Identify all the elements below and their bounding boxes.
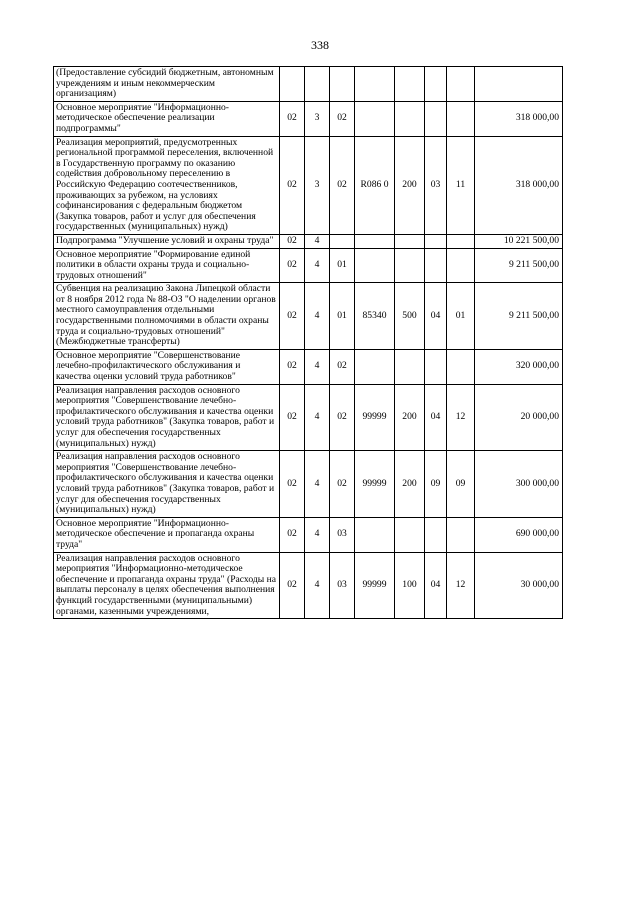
row-amount: 9 211 500,00 [475, 248, 563, 283]
row-description: Реализация мероприятий, предусмотренных региональной программой переселения, включенной в Государственную программу по оказанию содействия добровольному переселению в Российскую Федерацию соотечественников, проживающих за рубежом, на условиях софинансирования с федеральным бюджетом (Закупка товаров, работ и услуг для обеспечения государственных (муниципальных) нужд) [54, 136, 280, 234]
row-expense-type: 100 [395, 552, 425, 619]
row-program-code: 02 [280, 517, 305, 552]
row-direction-code [355, 248, 395, 283]
row-section [425, 67, 447, 102]
row-amount: 9 211 500,00 [475, 283, 563, 350]
row-subsection [447, 517, 475, 552]
row-subprogram-code [305, 67, 330, 102]
row-description: Реализация направления расходов основного мероприятия "Совершенствование лечебно-профилактического обслуживания и качества оценки условий труда работников" (Закупка товаров, работ и услуг для обеспечения государственных (муниципальных) нужд) [54, 451, 280, 518]
row-expense-type [395, 234, 425, 248]
row-section: 09 [425, 451, 447, 518]
row-direction-code [355, 234, 395, 248]
row-subprogram-code: 4 [305, 552, 330, 619]
row-amount: 20 000,00 [475, 384, 563, 451]
row-activity-code: 01 [330, 283, 355, 350]
row-subsection: 11 [447, 136, 475, 234]
row-subprogram-code: 4 [305, 234, 330, 248]
row-description: Реализация направления расходов основного мероприятия "Информационно-методическое обеспечение и пропаганда охраны труда" (Расходы на выплаты персоналу в целях обеспечения выполнения функций государственными (муниципальными) органами, казенными учреждениями, [54, 552, 280, 619]
row-subsection [447, 248, 475, 283]
row-direction-code: 99999 [355, 552, 395, 619]
row-activity-code: 02 [330, 384, 355, 451]
row-program-code: 02 [280, 451, 305, 518]
row-activity-code: 02 [330, 136, 355, 234]
row-amount: 10 221 500,00 [475, 234, 563, 248]
row-activity-code: 02 [330, 101, 355, 136]
row-activity-code [330, 234, 355, 248]
table-row [54, 248, 563, 283]
row-expense-type: 500 [395, 283, 425, 350]
row-program-code: 02 [280, 248, 305, 283]
row-direction-code: 99999 [355, 451, 395, 518]
table-row [54, 451, 563, 518]
row-activity-code: 01 [330, 248, 355, 283]
row-description: Основное мероприятие "Формирование единой политики в области охраны труда и социально-трудовых отношений" [54, 248, 280, 283]
row-section: 04 [425, 283, 447, 350]
row-program-code: 02 [280, 384, 305, 451]
row-program-code: 02 [280, 101, 305, 136]
table-row [54, 517, 563, 552]
row-amount: 320 000,00 [475, 349, 563, 384]
row-direction-code [355, 67, 395, 102]
row-program-code: 02 [280, 349, 305, 384]
row-activity-code: 02 [330, 349, 355, 384]
table-row [54, 283, 563, 350]
row-description: Реализация направления расходов основного мероприятия "Совершенствование лечебно-профилактического обслуживания и качества оценки условий труда работников" (Закупка товаров, работ и услуг для обеспечения государственных (муниципальных) нужд) [54, 384, 280, 451]
row-activity-code [330, 67, 355, 102]
row-program-code: 02 [280, 552, 305, 619]
row-subprogram-code: 3 [305, 136, 330, 234]
row-subprogram-code: 4 [305, 283, 330, 350]
row-section [425, 101, 447, 136]
row-description: Основное мероприятие "Совершенствование лечебно-профилактического обслуживания и качества оценки условий труда работников" [54, 349, 280, 384]
row-direction-code: R086 0 [355, 136, 395, 234]
table-row [54, 384, 563, 451]
row-section [425, 248, 447, 283]
row-amount: 300 000,00 [475, 451, 563, 518]
row-expense-type [395, 248, 425, 283]
row-section: 03 [425, 136, 447, 234]
row-subsection: 12 [447, 384, 475, 451]
row-description: (Предоставление субсидий бюджетным, автономным учреждениям и иным некоммерческим организациям) [54, 67, 280, 102]
row-subsection [447, 234, 475, 248]
row-direction-code: 99999 [355, 384, 395, 451]
row-subprogram-code: 4 [305, 517, 330, 552]
row-subprogram-code: 4 [305, 384, 330, 451]
page-number: 338 [311, 38, 329, 52]
row-subprogram-code: 4 [305, 451, 330, 518]
row-subsection: 12 [447, 552, 475, 619]
table-row [54, 136, 563, 234]
row-subsection: 09 [447, 451, 475, 518]
table-row [54, 234, 563, 248]
row-program-code: 02 [280, 283, 305, 350]
row-direction-code [355, 517, 395, 552]
row-description: Основное мероприятие "Информационно-методическое обеспечение и пропаганда охраны труда" [54, 517, 280, 552]
row-direction-code: 85340 [355, 283, 395, 350]
table-row [54, 349, 563, 384]
row-section [425, 234, 447, 248]
row-program-code: 02 [280, 136, 305, 234]
row-amount: 690 000,00 [475, 517, 563, 552]
row-section: 04 [425, 384, 447, 451]
row-subprogram-code: 4 [305, 349, 330, 384]
row-section [425, 517, 447, 552]
row-amount [475, 67, 563, 102]
row-subprogram-code: 4 [305, 248, 330, 283]
row-activity-code: 02 [330, 451, 355, 518]
row-description: Основное мероприятие "Информационно-методическое обеспечение реализации подпрограммы" [54, 101, 280, 136]
row-subsection [447, 349, 475, 384]
row-expense-type: 200 [395, 384, 425, 451]
row-description: Подпрограмма "Улучшение условий и охраны труда" [54, 234, 280, 248]
table-row [54, 101, 563, 136]
row-amount: 30 000,00 [475, 552, 563, 619]
row-subprogram-code: 3 [305, 101, 330, 136]
row-amount: 318 000,00 [475, 101, 563, 136]
row-subsection [447, 67, 475, 102]
table-row [54, 67, 563, 102]
row-program-code: 02 [280, 234, 305, 248]
row-section: 04 [425, 552, 447, 619]
row-expense-type [395, 67, 425, 102]
row-direction-code [355, 349, 395, 384]
row-activity-code: 03 [330, 517, 355, 552]
row-direction-code [355, 101, 395, 136]
row-expense-type: 200 [395, 136, 425, 234]
row-section [425, 349, 447, 384]
row-program-code [280, 67, 305, 102]
table-row [54, 552, 563, 619]
row-description: Субвенция на реализацию Закона Липецкой области от 8 ноября 2012 года № 88-ОЗ "О наделении органов местного самоуправления отдельными государственными полномочиями в области охраны труда и социально-трудовых отношений" (Межбюджетные трансферты) [54, 283, 280, 350]
row-expense-type [395, 517, 425, 552]
row-activity-code: 03 [330, 552, 355, 619]
budget-table [53, 66, 563, 619]
row-subsection: 01 [447, 283, 475, 350]
row-subsection [447, 101, 475, 136]
row-amount: 318 000,00 [475, 136, 563, 234]
row-expense-type [395, 349, 425, 384]
row-expense-type [395, 101, 425, 136]
row-expense-type: 200 [395, 451, 425, 518]
